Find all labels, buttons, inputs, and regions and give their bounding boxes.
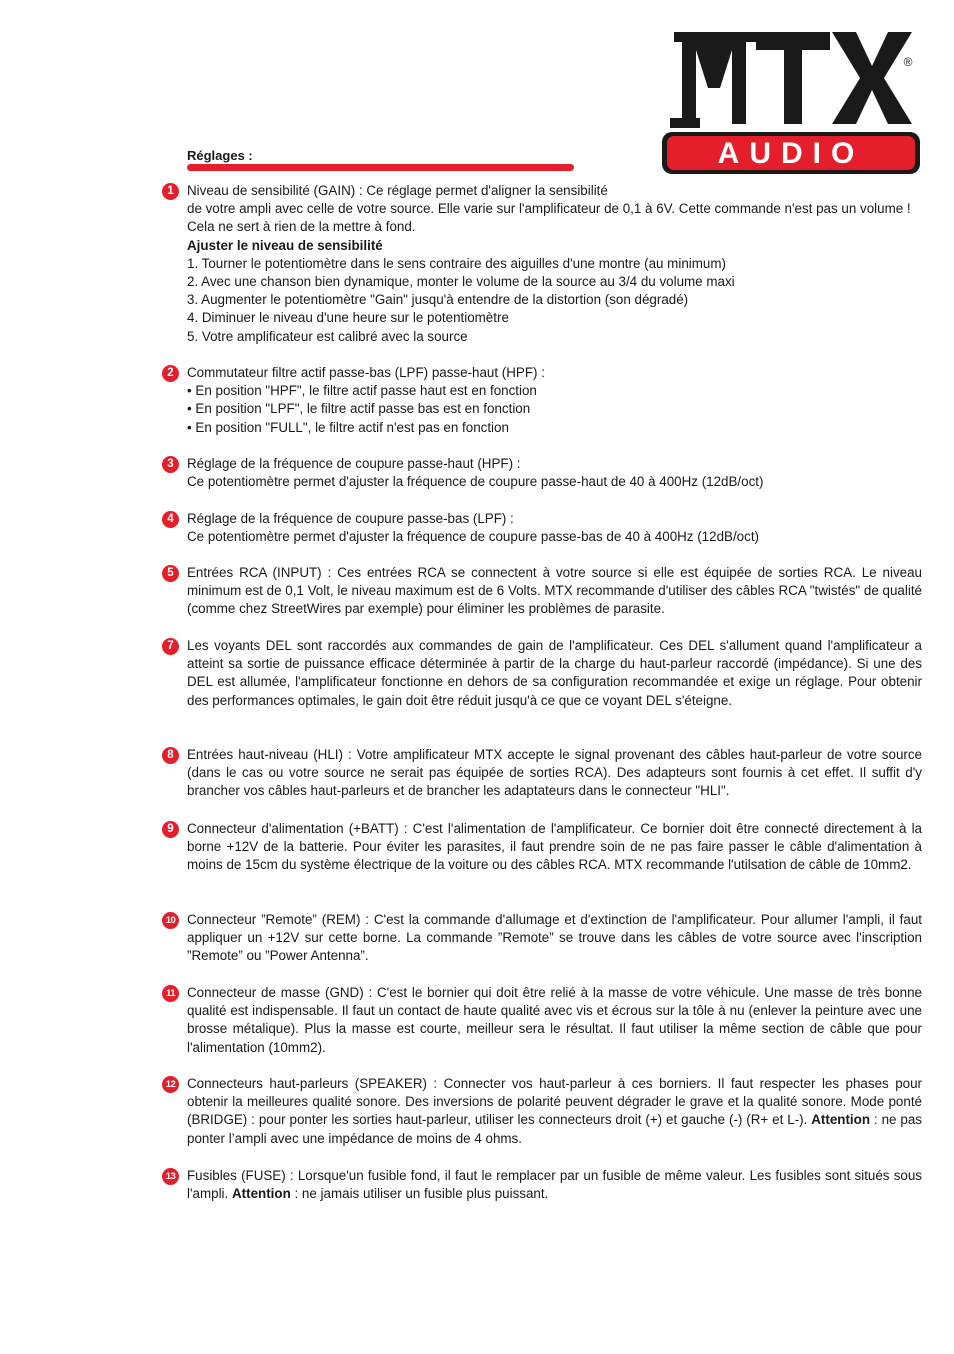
attention-label: Attention [232,1186,291,1202]
section-heading: Réglages : [187,148,253,163]
item-fuse [165,1167,922,1203]
item-led [167,637,922,710]
logo-audio-text: AUDIO [717,137,865,170]
item-text: Connecteur de masse (GND) : C'est le bornier qui doit être relié à la masse de votre véhicule. Une masse de très bonne qualité est indispensable. Il faut un contact de haute qualité avec vis et écrous sur la tôle à nu (enlever la peinture avec une brosse métalique). Plus la masse est courte, meilleur sera le résultat. Il faut utiliser la même section de câble que pour l'alimentation (10mm2). [187,985,922,1055]
item-text: Entrées RCA (INPUT) : Ces entrées RCA se connectent à votre source si elle est équipée de sorties RCA. Le niveau minimum est de 0,1 Volt, le niveau maximum est de 6 Volts. MTX recommande d'utiliser des câbles RCA "twistés" de qualité (comme chez StreetWires par exemple) pour éliminer les problèmes de parasite. [187,565,922,617]
item-text: Connecteur ”Remote” (REM) : C'est la commande d'allumage et d'extinction de l'amplificateur. Pour allumer l'ampli, il faut appliquer un +12V sur cette borne. La commande ”Remote” se trouve dans les câbles de votre source avec l'inscription ”Remote” ou ”Power Antenna”. [187,912,922,964]
item-number-badge: 11 [162,985,179,1002]
mtx-audio-logo [660,28,922,178]
item-speaker [165,1075,922,1148]
item-sub-heading: Ajuster le niveau de sensibilité [187,237,383,253]
item-text: de votre ampli avec celle de votre source. Elle varie sur l'amplificateur de 0,1 à 6V. Cette commande n'est pas un volume ! Cela ne sert à rien de la mettre à fond. [187,201,911,235]
list-item: 1. Tourner le potentiomètre dans le sens contraire des aiguilles d'une montre (au minimum) [187,255,726,271]
item-text-body: Connecteurs haut-parleurs (SPEAKER) : Connecter vos haut-parleur à ces borniers. Il faut respecter les phases pour obtenir la meilleures qualité sonore. Des inversions de polarité peuvent dégrader le grave et la qualité sonore. Mode ponté (BRIDGE) : pour ponter les sorties haut-parleur, utiliser les connecteurs droit (+) et gauche (-) (R+ et L-). [187,1076,922,1128]
item-text: Réglage de la fréquence de coupure passe-bas (LPF) : [187,511,514,526]
item-number-badge: 2 [162,365,179,382]
logo-graphic [660,28,922,178]
item-number-badge: 3 [162,456,179,473]
item-filter-switch [167,364,922,437]
item-rca-input [167,564,922,619]
item-hli [167,746,922,801]
list-item: 4. Diminuer le niveau d'une heure sur le potentiomètre [187,310,509,326]
item-text [187,1075,922,1148]
list-item: 3. Augmenter le potentiomètre "Gain" jusqu'à entendre de la distortion (son dégradé) [187,292,689,308]
item-text: Niveau de sensibilité (GAIN) : Ce réglage permet d'aligner la sensibilité [187,183,608,198]
registered-mark: ® [903,55,913,69]
item-hpf [167,455,922,491]
item-text-body: Fusibles (FUSE) : Lorsque'un fusible fond, il faut le remplacer par un fusible de même valeur. Les fusibles sont situés sous l'ampli. [187,1168,922,1202]
heading-rule [187,164,574,171]
item-text-tail: : ne jamais utiliser un fusible plus puissant. [290,1186,549,1202]
item-ground [165,984,922,1057]
list-item: 2. Avec une chanson bien dynamique, monter le volume de la source au 3/4 du volume maxi [187,274,735,290]
list-item: • En position "HPF", le filtre actif passe haut est en fonction [187,383,537,399]
item-text: Réglage de la fréquence de coupure passe-haut (HPF) : [187,456,521,471]
item-number-badge: 7 [162,638,179,655]
item-text: Ce potentiomètre permet d'ajuster la fréquence de coupure passe-haut de 40 à 400Hz (12dB/oct) [187,474,764,490]
item-batt [167,820,922,875]
item-number-badge: 5 [162,565,179,582]
item-lpf [167,510,922,546]
item-text: Entrées haut-niveau (HLI) : Votre amplificateur MTX accepte le signal provenant des câbles haut-parleur de votre source (dans le cas ou votre source ne serait pas équipée de sorties RCA). Des adapteurs sont fournis à cet effet. Il suffit d'y brancher vos câbles haut-parleurs et de brancher les adaptateurs dans le connecteur "HLI". [187,747,922,799]
item-number-badge: 10 [162,912,179,929]
item-number-badge: 4 [162,511,179,528]
item-text-tail: : ne pas ponter l’ampli avec une impédance de moins de 4 ohms. [187,1112,922,1146]
item-text: Commutateur filtre actif passe-bas (LPF) passe-haut (HPF) : [187,365,545,380]
item-number-badge: 12 [162,1076,179,1093]
list-item: • En position "LPF", le filtre actif passe bas est en fonction [187,401,531,417]
attention-label: Attention [811,1112,871,1128]
item-number-badge: 13 [162,1168,179,1185]
item-number-badge: 1 [162,183,179,200]
item-text: Les voyants DEL sont raccordés aux commandes de gain de l'amplificateur. Ces DEL s'allument quand l'amplificateur a atteint sa sortie de puissance efficace déterminée à partir de la charge du haut-parleur raccordé (impédance). Si une des DEL est allumée, l'amplificateur fonctionne en dehors de sa configuration recommandée et exige un réglage. Pour obtenir des performances optimales, le gain doit être réduit jusqu'à ce que ce voyant DEL s'éteigne. [187,638,922,708]
list-item: 5. Votre amplificateur est calibré avec la source [187,328,468,344]
item-text [187,1167,922,1203]
list-item: • En position "FULL", le filtre actif n'est pas en fonction [187,419,509,435]
item-text: Ce potentiomètre permet d'ajuster la fréquence de coupure passe-bas de 40 à 400Hz (12dB/oct) [187,529,759,545]
item-text: Connecteur d'alimentation (+BATT) : C'est l'alimentation de l'amplificateur. Ce bornier doit être connecté directement à la borne +12V de la batterie. Pour éviter les parasites, il faut prendre soin de ne pas faire passer le câble d'alimentation à moins de 15cm du système électrique de la voiture ou des câbles RCA. MTX recommande l'utilsation de câble de 10mm2. [187,821,922,873]
item-gain [167,182,922,346]
item-number-badge: 8 [162,747,179,764]
item-remote [165,911,922,966]
item-number-badge: 9 [162,821,179,838]
